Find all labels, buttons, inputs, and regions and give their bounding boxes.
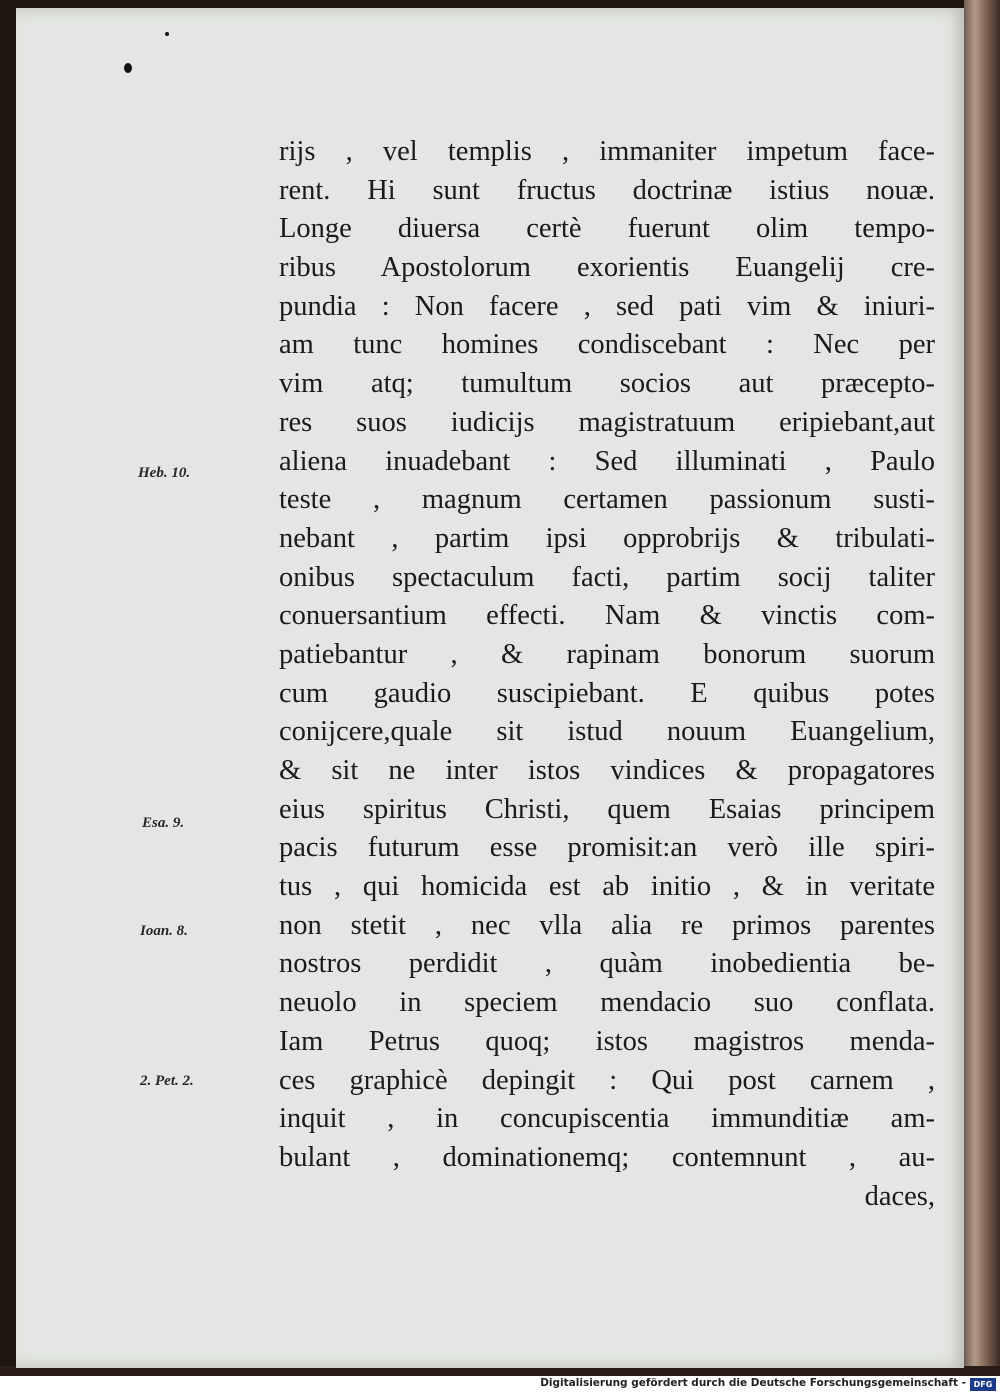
text-line: pundia : Non facere , sed pati vim & iniuri-	[279, 290, 935, 322]
text-line: bulant , dominationemq; contemnunt , au-	[279, 1141, 935, 1173]
text-line: Iam Petrus quoq; istos magistros menda-	[279, 1025, 935, 1057]
catchword: daces,	[864, 1180, 935, 1212]
text-line: conijcere,quale sit istud nouum Euangelium,	[279, 716, 935, 748]
text-line: inquit , in concupiscentia immunditiæ am-	[279, 1103, 935, 1135]
text-line: nostros perdidit , quàm inobedientia be-	[279, 948, 935, 980]
ink-speck	[165, 32, 169, 36]
text-line: onibus spectaculum facti, partim socij taliter	[279, 561, 935, 593]
text-line: conuersantium effecti. Nam & vinctis com-	[279, 600, 935, 632]
text-line: cum gaudio suscipiebant. E quibus potes	[279, 677, 935, 709]
text-line: neuolo in speciem mendacio suo conflata.	[279, 987, 935, 1019]
book-fore-edge	[964, 0, 1000, 1374]
text-line: res suos iudicijs magistratuum eripiebant,aut	[279, 406, 935, 438]
margin-note-heb: Heb. 10.	[138, 465, 191, 481]
ink-speck	[124, 63, 132, 73]
digitization-notice: Digitalisierung gefördert durch die Deutsche Forschungsgemeinschaft -	[540, 1377, 966, 1389]
dfg-logo: DFG	[970, 1378, 996, 1391]
text-line: non stetit , nec vlla alia re primos parentes	[279, 909, 935, 941]
text-line: & sit ne inter istos vindices & propagatores	[279, 755, 935, 786]
text-line: teste , magnum certamen passionum susti-	[279, 484, 935, 516]
margin-note-pet: 2. Pet. 2.	[140, 1073, 194, 1089]
text-line: eius spiritus Christi, quem Esaias principem	[279, 793, 935, 825]
body-text	[279, 133, 935, 1216]
text-line: pacis futurum esse promisit:an verò ille spiri-	[279, 832, 935, 864]
text-line: Longe diuersa certè fuerunt olim tempo-	[279, 213, 935, 245]
text-line: vim atq; tumultum socios aut præcepto-	[279, 368, 935, 400]
text-line: ribus Apostolorum exorientis Euangelij cre-	[279, 252, 935, 284]
text-line: patiebantur , & rapinam bonorum suorum	[279, 638, 935, 670]
text-line: am tunc homines condiscebant : Nec per	[279, 329, 935, 361]
text-line: aliena inuadebant : Sed illuminati , Paulo	[279, 445, 935, 477]
text-line: rent. Hi sunt fructus doctrinæ istius nouæ.	[279, 174, 935, 206]
text-line: nebant , partim ipsi opprobrijs & tribulati-	[279, 522, 935, 554]
text-line: rijs , vel templis , immaniter impetum face-	[279, 136, 935, 167]
margin-note-esa: Esa. 9.	[142, 815, 185, 831]
margin-note-ioan: Ioan. 8.	[140, 923, 188, 939]
text-line: tus , qui homicida est ab initio , & in veritate	[279, 871, 935, 903]
text-line: ces graphicè depingit : Qui post carnem ,	[279, 1064, 935, 1096]
